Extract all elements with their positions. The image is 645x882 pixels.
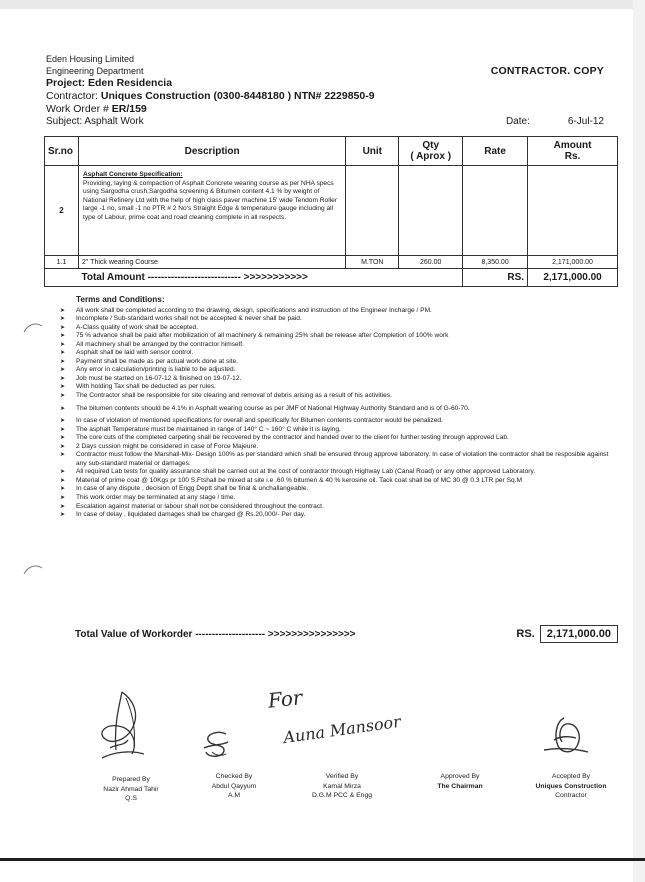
contractor-prefix: Contractor:: [46, 90, 101, 102]
term-text: Payment shall be made as per actual work done at site.: [76, 357, 239, 365]
bullet-arrow-icon: ➤: [60, 468, 66, 476]
bullet-arrow-icon: ➤: [60, 323, 66, 331]
total-value-row: [75, 625, 618, 643]
sig-role: Verified By: [325, 773, 359, 780]
scan-top-edge: [0, 0, 645, 9]
contractor-line: [46, 90, 616, 103]
bullet-arrow-icon: ➤: [60, 340, 66, 348]
item-amount: 2,171,000.00: [528, 256, 618, 269]
term-text: Material of prime coat @ 10Kgs pr 100 S.Ftshall be mixed at site i.e .60 % bitumen & 40 % kerosine oil. Tack coat shall be of MC 30 @ 0.3 LTR per Sq.M: [76, 476, 522, 484]
col-header-amount: [528, 137, 618, 166]
total-value-group: [516, 625, 618, 643]
term-item: [60, 511, 620, 520]
col-header-rate: Rate: [463, 137, 528, 166]
spec-title: Asphalt Concrete Specification:: [82, 171, 183, 178]
sig-role: Checked By: [215, 773, 253, 780]
term-text: Any error in calculation/printing is liable to be adjusted.: [76, 366, 236, 374]
signature-checked: [198, 728, 238, 762]
total-row: [45, 269, 618, 287]
term-text: This work order may be terminated at any stage / time.: [76, 494, 236, 502]
date-label: Date:: [505, 116, 530, 127]
term-item: [60, 315, 620, 324]
term-item: [60, 392, 620, 401]
signature-accepted: [536, 714, 596, 760]
sig-name: Abdul Qayyum: [211, 782, 257, 790]
col-header-unit: Unit: [346, 137, 399, 166]
term-text: 75 % advance shall be paid after mobilization of all machinery & remaining 25% shall be release after Completion of 100% work: [76, 332, 449, 340]
sig-title: Q.S: [125, 795, 137, 802]
term-text: All work shall be completed according to the drawing, design, specifications and instruction of the Engineer Incharge / PM.: [76, 306, 432, 314]
sig-name: Nazir Ahmad Tahir: [103, 785, 159, 793]
bullet-arrow-icon: ➤: [60, 417, 66, 425]
date-value: 6-Jul-12: [567, 116, 604, 127]
pencil-mark-bottom: [22, 560, 44, 578]
term-text: In case of any dispute , decision of Engg Deptt shall be final & unchallangeable.: [76, 485, 309, 493]
bullet-arrow-icon: ➤: [60, 366, 66, 374]
amount-header-line1: Amount: [553, 140, 592, 151]
subject: Subject: Asphalt Work: [46, 116, 144, 127]
total-value-label: Total Value of Workorder --------------------- >>>>>>>>>>>>>>>: [75, 628, 356, 640]
total-label: Total Amount ---------------------------- >>>>>>>>>>>: [78, 269, 462, 287]
term-item: [60, 426, 620, 435]
signature-block-verified: [297, 772, 387, 801]
signature-block-approved: [420, 772, 500, 791]
terms-title: Terms and Conditions:: [76, 295, 165, 304]
bullet-arrow-icon: ➤: [60, 392, 66, 400]
section-description: [78, 166, 345, 256]
term-item: [60, 443, 620, 452]
bullet-arrow-icon: ➤: [60, 485, 66, 493]
bullet-arrow-icon: ➤: [60, 502, 66, 510]
sig-role: Accepted By: [551, 773, 591, 780]
bullet-arrow-icon: ➤: [60, 383, 66, 391]
total-value-currency: RS.: [516, 628, 535, 640]
contractor-value: Uniques Construction (0300-8448180 ) NTN# 2229850-9: [100, 90, 375, 102]
sig-role: Approved By: [440, 773, 480, 780]
subject-row: [46, 116, 616, 128]
bullet-arrow-icon: ➤: [60, 404, 66, 412]
terms-and-conditions: [60, 296, 620, 520]
bullet-arrow-icon: ➤: [60, 332, 66, 340]
term-text: All machinery shall be arranged by the contractor himself.: [76, 340, 244, 348]
amount-header-line2: Rs.: [564, 151, 581, 162]
term-item: [60, 494, 620, 503]
term-item: [60, 332, 620, 341]
term-item: [60, 485, 620, 494]
bullet-arrow-icon: ➤: [60, 425, 66, 433]
bullet-arrow-icon: ➤: [60, 451, 66, 459]
bullet-arrow-icon: ➤: [60, 357, 66, 365]
signature-block-prepared: [93, 775, 169, 804]
company-name: Eden Housing Limited: [46, 54, 135, 64]
scan-right-edge: [633, 0, 645, 882]
total-value-amount: 2,171,000.00: [540, 625, 618, 643]
table-row-section: [45, 166, 618, 256]
signature-block-checked: [196, 772, 272, 801]
term-item: [60, 451, 620, 468]
qty-header-line2: ( Aprox ): [410, 151, 452, 162]
spec-text: Providing, laying & compaction of Asphalt Concrete wearing course as per NHA specs using Sargodha crush,Sargodha screening & Bitumen content 4.1 % by weight of National Refinery Ltd with the help of high class paver machine 15' wide Tendom Roller large -1 no, small -1 no PTR # 2 No's Straight Edge & temperature gauge including all type of Labour, prime coat and road cleaning complete in all respects.: [82, 179, 338, 221]
term-text: Escalation against material or labour shall not be considered throughout the contract.: [76, 502, 324, 510]
term-item: [60, 366, 620, 375]
pencil-mark-top: [22, 318, 44, 336]
term-item: [60, 434, 620, 443]
term-item: [60, 324, 620, 333]
term-item: [60, 349, 620, 358]
bullet-arrow-icon: ➤: [60, 434, 66, 442]
bullet-arrow-icon: ➤: [60, 442, 66, 450]
bullet-arrow-icon: ➤: [60, 511, 66, 519]
total-amount: 2,171,000.00: [528, 269, 618, 287]
sig-name: Uniques Construction: [535, 782, 607, 790]
sig-role: Prepared By: [112, 776, 150, 783]
terms-list: [60, 307, 620, 520]
project-title: Project: Eden Residencia: [46, 77, 173, 89]
term-item: [60, 405, 620, 414]
term-item: [60, 307, 620, 316]
document-header: [46, 54, 616, 128]
work-order-line: [46, 103, 616, 116]
term-text: The bitumen contents should be 4.1% in Asphalt wearing course as per JMF of National Highway Authority Standard and is of G-60-70.: [76, 404, 470, 412]
table-header-row: [45, 137, 618, 166]
term-text: The Contractor shall be responsible for site clearing and removal of debris arising as a result of his activities.: [76, 392, 392, 400]
col-header-description: Description: [78, 137, 345, 166]
term-text: In case of violation of mentioned specifications for overall and specifically for Bitumen contents contractor would be penalized.: [76, 417, 443, 425]
term-text: Job must be started on 16-07-12 & finished on 19-07-12.: [76, 374, 242, 382]
term-text: In case of delay , liquidated damages shall be charged @ Rs.20,000/- Per day.: [76, 511, 306, 519]
term-text: All required Lab tests for quality assurance shall be carried out at the cost of contractor through Highway Lab (Canal Road) or any other approved Laboratory.: [76, 468, 536, 476]
sig-name: The Chairman: [437, 782, 483, 790]
term-item: [60, 383, 620, 392]
item-rate: 8,350.00: [463, 256, 528, 269]
term-text: Asphalt shall be laid with sensor control.: [76, 349, 194, 357]
term-item: [60, 375, 620, 384]
bottom-divider: [0, 858, 645, 861]
signature-prepared: [92, 688, 162, 766]
bullet-arrow-icon: ➤: [60, 349, 66, 357]
copy-label: CONTRACTOR. COPY: [490, 65, 604, 77]
bullet-arrow-icon: ➤: [60, 315, 66, 323]
term-item: [60, 417, 620, 426]
handwritten-for-note: For: [266, 685, 304, 713]
bullet-arrow-icon: ➤: [60, 494, 66, 502]
term-item: [60, 503, 620, 512]
section-srno: 2: [45, 166, 79, 256]
term-item: [60, 477, 620, 486]
col-header-srno: Sr.no: [45, 137, 79, 166]
term-text: 2 Days cussion might be considered in case of Force Majeure.: [76, 442, 259, 450]
signature-block-accepted: [518, 772, 624, 801]
bullet-arrow-icon: ➤: [60, 306, 66, 314]
total-currency: RS.: [463, 269, 528, 287]
sig-name: Kamal Mirza: [323, 782, 361, 790]
term-item: [60, 341, 620, 350]
bullet-arrow-icon: ➤: [60, 476, 66, 484]
date-group: [506, 116, 604, 128]
item-qty: 260.00: [399, 256, 463, 269]
work-order-table: [44, 136, 618, 287]
col-header-qty: [399, 137, 463, 166]
sig-title: A.M: [227, 792, 241, 799]
term-text: The core cuts of the completed carpeting shall be recovered by the contractor and handed over to the client for further testing through approved Lab.: [76, 434, 509, 442]
qty-header-line1: Qty: [422, 140, 440, 151]
item-srno: 1.1: [45, 256, 79, 269]
term-text: The asphalt Temperature must be maintained in range of 140° C ~ 160° C while it is laying.: [76, 425, 341, 433]
work-order-prefix: Work Order #: [46, 103, 112, 115]
item-unit: M.TON: [346, 256, 399, 269]
sig-title: D.G.M PCC & Engg: [311, 792, 373, 799]
signature-verified: Auna Mansoor: [282, 711, 402, 748]
term-text: With holding Tax shall be deducted as per rules.: [76, 383, 216, 391]
bullet-arrow-icon: ➤: [60, 374, 66, 382]
term-text: A-Class quality of work shall be accepted.: [76, 323, 199, 331]
sig-title: Contractor: [555, 792, 587, 799]
term-item: [60, 358, 620, 367]
term-text: Contractor must follow the Marshall-Mix- Design 100% as per standard which shall be ensured throug approve laboratory. In case of violation the contractor shall be resposible against any sub-standard material or damages.: [76, 451, 609, 467]
table-row: [45, 256, 618, 269]
item-description: 2" Thick wearing Course: [78, 256, 345, 269]
term-text: Incomplete / Sub-standard works shall not be accepted & never shall be paid.: [76, 315, 302, 323]
term-item: [60, 468, 620, 477]
work-order-number: ER/159: [111, 103, 147, 115]
department-name: Engineering Department: [46, 65, 144, 76]
